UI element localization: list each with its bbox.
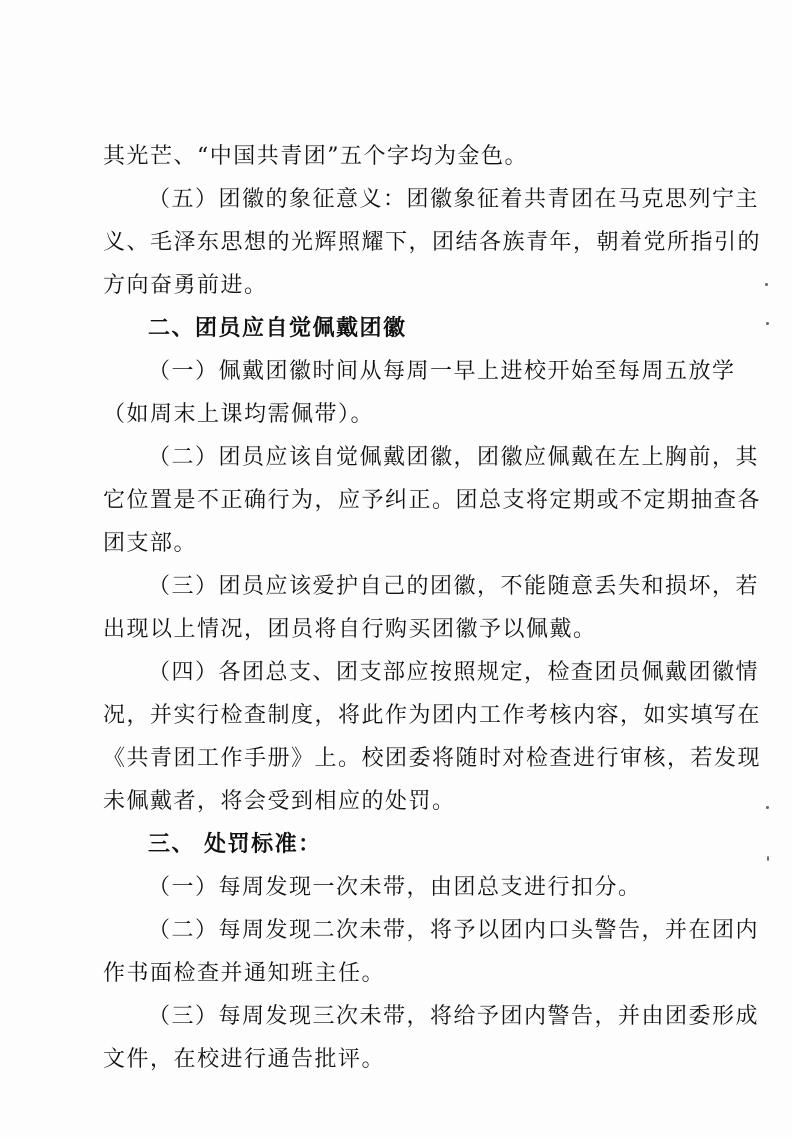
section-2-item-3-line-2: 出现以上情况，团员将自行购买团徽予以佩戴。: [103, 617, 597, 642]
section-2-item-2-line-2: 它位置是不正确行为，应予纠正。团总支将定期或不定期抽查各: [103, 488, 762, 513]
scan-speck: [766, 806, 769, 809]
paragraph-5-line-2: 义、毛泽东思想的光辉照耀下，团结各族青年，朝着党所指引的: [103, 230, 762, 255]
section-2-item-2-line-3: 团支部。: [103, 531, 198, 556]
section-3-item-3-line-2: 文件，在校进行通告批评。: [103, 1047, 386, 1072]
section-2-item-4-line-2: 况，并实行检查制度，将此作为团内工作考核内容，如实填写在: [103, 703, 762, 728]
scan-speck: [766, 322, 769, 325]
section-3-item-3-line-1: （三）每周发现三次未带，将给予团内警告，并由团委形成: [148, 1004, 760, 1029]
section-2-item-4-line-3: 《共青团工作手册》上。校团委将随时对检查进行审核，若发现: [103, 746, 762, 771]
section-2-item-4-line-4: 未佩戴者，将会受到相应的处罚。: [103, 789, 456, 814]
body-text-line: 其光芒、“中国共青团”五个字均为金色。: [103, 144, 528, 169]
section-3-item-1-line-1: （一）每周发现一次未带，由团总支进行扣分。: [148, 875, 642, 900]
section-3-heading: 三、 处罚标准：: [148, 832, 322, 857]
section-2-item-4-line-1: （四）各团总支、团支部应按照规定，检查团员佩戴团徽情: [148, 660, 760, 685]
scan-speck: [765, 283, 768, 286]
scan-speck: [767, 856, 769, 861]
section-2-item-2-line-1: （二）团员应该自觉佩戴团徽，团徽应佩戴在左上胸前，其: [148, 445, 760, 470]
section-3-item-2-line-2: 作书面检查并通知班主任。: [103, 961, 386, 986]
section-2-item-1-line-1: （一）佩戴团徽时间从每周一早上进校开始至每周五放学: [148, 359, 736, 384]
section-2-item-1-line-2: （如周末上课均需佩带）。: [103, 402, 375, 427]
section-2-heading: 二、团员应自觉佩戴团徽: [148, 316, 407, 341]
paragraph-5-line-1: （五）团徽的象征意义：团徽象征着共青团在马克思列宁主: [148, 187, 760, 212]
section-2-item-3-line-1: （三）团员应该爱护自己的团徽，不能随意丢失和损坏，若: [148, 574, 760, 599]
paragraph-5-line-3: 方向奋勇前进。: [103, 273, 268, 298]
section-3-item-2-line-1: （二）每周发现二次未带，将予以团内口头警告，并在团内: [148, 918, 760, 943]
